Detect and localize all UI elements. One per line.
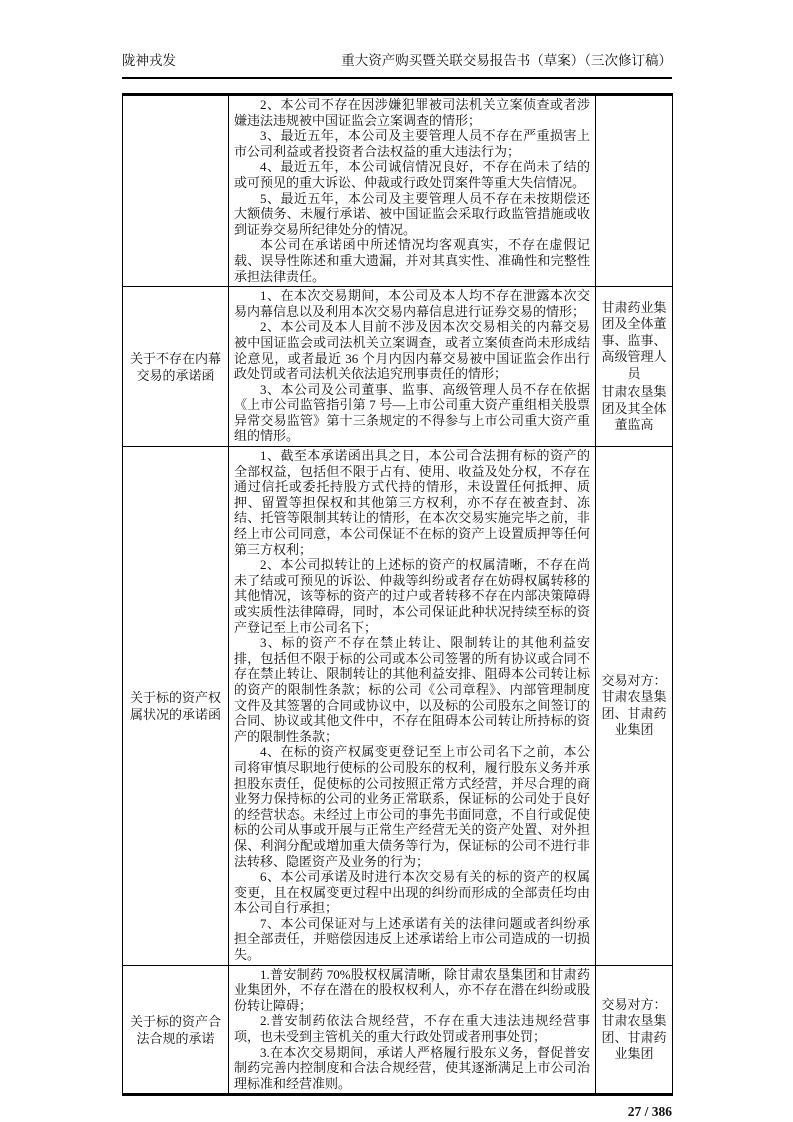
commitment-party-cell bbox=[596, 95, 673, 287]
table-row bbox=[123, 965, 673, 1095]
commitment-paragraph: 1.普安制药 70%股权权属清晰，除甘肃农垦集团和甘肃药业集团外，不存在潜在的股权权利人，亦不存在潜在纠纷或股份转让障碍； bbox=[234, 966, 590, 1013]
commitment-paragraph: 6、本公司承诺及时进行本次交易有关的标的资产的权属变更，且在权属变更过程中出现的纠纷而形成的全部责任均由本公司自行承担； bbox=[234, 869, 590, 916]
commitment-content-cell bbox=[229, 447, 596, 966]
commitment-paragraph: 3、标的资产不存在禁止转让、限制转让的其他利益安排，包括但不限于标的公司或本公司签署的所有协议或合同不存在禁止转让、限制转让的其他利益安排、阻碍本公司转让标的资产的限制性条款；标的公司《公司章程》、内部管理制度文件及其签署的合同或协议中，以及标的公司股东之间签订的合同、协议或其他文件中，不存在阻碍本公司转让所持标的资产的限制性条款； bbox=[234, 635, 590, 744]
party-name: 甘肃药业集团及全体董事、监事、高级管理人员 bbox=[601, 299, 667, 381]
commitment-paragraph: 3、最近五年，本公司及主要管理人员不存在严重损害上市公司利益或者投资者合法权益的重大违法行为； bbox=[234, 128, 590, 159]
commitment-content-cell bbox=[229, 287, 596, 447]
page-header bbox=[122, 52, 672, 79]
commitment-content-cell bbox=[229, 95, 596, 287]
commitment-name-cell: 关于标的资产合法合规的承诺 bbox=[123, 965, 229, 1095]
commitment-name-cell: 关于不存在内幕交易的承诺函 bbox=[123, 287, 229, 447]
commitment-paragraph: 2.普安制药依法合规经营，不存在重大违法违规经营事项，也未受到主管机关的重大行政处罚或者刑事处罚； bbox=[234, 1013, 590, 1045]
commitment-party-cell bbox=[596, 965, 673, 1095]
commitment-content-cell bbox=[229, 965, 596, 1095]
commitment-paragraph: 3.在本次交易期间，承诺人严格履行股东义务，督促普安制药完善内控制度和合法合规经营，使其逐渐满足上市公司治理标准和经营准则。 bbox=[234, 1044, 590, 1091]
page-number: 27 / 386 bbox=[627, 1104, 672, 1120]
table-row bbox=[123, 287, 673, 447]
commitment-paragraph: 2、本公司及本人目前不涉及因本次交易相关的内幕交易被中国证监会或司法机关立案调查，或者立案侦查尚未形成结论意见，或者最近 36 个月内因内幕交易被中国证监会作出行政处罚或者司法机关依法追究刑事责任的情形； bbox=[234, 319, 590, 382]
commitment-table bbox=[122, 93, 673, 1096]
commitment-paragraph: 4、最近五年，本公司诚信情况良好，不存在尚未了结的或可预见的重大诉讼、仲裁或行政处罚案件等重大失信情况。 bbox=[234, 159, 590, 190]
commitment-paragraph: 3、本公司及公司董事、监事、高级管理人员不存在依据《上市公司监管指引第 7 号—上市公司重大资产重组相关股票异常交易监管》第十三条规定的不得参与上市公司重大资产重组的情形。 bbox=[234, 381, 590, 444]
table-row bbox=[123, 95, 673, 287]
commitment-paragraph: 1、在本次交易期间，本公司及本人均不存在泄露本次交易内幕信息以及利用本次交易内幕信息进行证券交易的情形； bbox=[234, 288, 590, 319]
commitment-paragraph: 5、最近五年，本公司及主要管理人员不存在未按期偿还大额债务、未履行承诺、被中国证监会采取行政监管措施或收到证券交易所纪律处分的情况。 bbox=[234, 190, 590, 237]
table-row bbox=[123, 447, 673, 966]
party-name: 交易对方：甘肃农垦集团、甘肃药业集团 bbox=[601, 672, 667, 738]
commitment-paragraph: 本公司在承诺函中所述情况均客观真实，不存在虚假记载、误导性陈述和重大遗漏，并对其真实性、准确性和完整性承担法律责任。 bbox=[234, 237, 590, 284]
commitment-paragraph: 1、截至本承诺函出具之日，本公司合法拥有标的资产的全部权益，包括但不限于占有、使用、收益及处分权，不存在通过信托或委托持股方式代持的情形，未设置任何抵押、质押、留置等担保权和其他第三方权利，亦不存在被查封、冻结、托管等限制其转让的情形，在本次交易实施完毕之前，非经上市公司同意，本公司保证不在标的资产上设置质押等任何第三方权利； bbox=[234, 448, 590, 557]
commitment-paragraph: 7、本公司保证对与上述承诺有关的法律问题或者纠纷承担全部责任，并赔偿因违反上述承诺给上市公司造成的一切损失。 bbox=[234, 915, 590, 963]
commitment-paragraph: 2、本公司不存在因涉嫌犯罪被司法机关立案侦查或者涉嫌违法违规被中国证监会立案调查的情形； bbox=[234, 97, 590, 128]
party-name: 交易对方：甘肃农垦集团、甘肃药业集团 bbox=[601, 996, 667, 1062]
commitment-paragraph: 4、在标的资产权属变更登记至上市公司名下之前，本公司将审慎尽职地行使标的公司股东的权利，履行股东义务并承担股东责任，促使标的公司按照正常方式经营，并尽合理的商业努力保持标的公司的业务正常联系，保证标的公司处于良好的经营状态。未经过上市公司的事先书面同意，不自行或促使标的公司从事或开展与正常生产经营无关的资产处置、对外担保、利润分配或增加重大债务等行为，保证标的公司不进行非法转移、隐匿资产及业务的行为； bbox=[234, 744, 590, 869]
commitment-name-cell: 关于标的资产权属状况的承诺函 bbox=[123, 447, 229, 966]
commitment-party-cell bbox=[596, 287, 673, 447]
commitment-table-body bbox=[123, 95, 673, 1095]
commitment-party-cell bbox=[596, 447, 673, 966]
header-report-title: 重大资产购买暨关联交易报告书（草案）（三次修订稿） bbox=[341, 53, 672, 68]
commitment-paragraph: 2、本公司拟转让的上述标的资产的权属清晰，不存在尚未了结或可预见的诉讼、仲裁等纠纷或者存在妨碍权属转移的其他情况，该等标的资产的过户或者转移不存在内部决策障碍或实质性法律障碍，同时，本公司保证此种状况持续至标的资产登记至上市公司名下； bbox=[234, 557, 590, 635]
party-name: 甘肃农垦集团及其全体董监高 bbox=[601, 384, 667, 433]
header-company-name: 陇神戎发 bbox=[122, 53, 176, 68]
commitment-name-cell bbox=[123, 95, 229, 287]
